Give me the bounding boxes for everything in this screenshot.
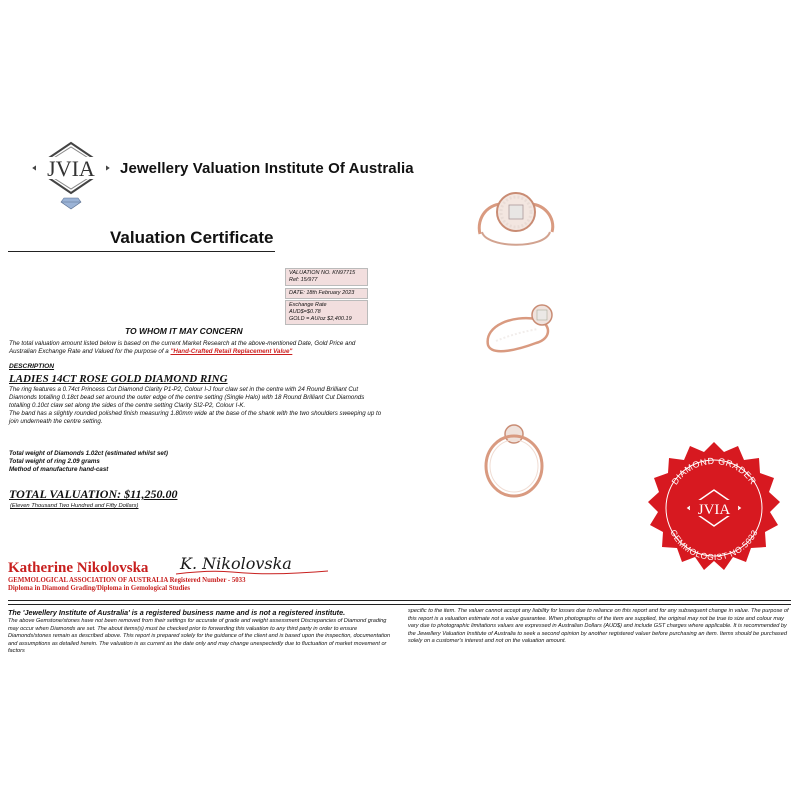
association: GEMMOLOGICAL ASSOCIATION OF AUSTRALIA Registered Number - 5033 xyxy=(8,577,246,584)
footer-disclaimer-left: The above Gemstone/stones have not been removed from their settings for accurate of grade and weight assessment Discrepancies of Diamond grading may occur when Diamonds are set. The about items(s) must be checked prior to forwarding this valuation to any third party in order to ensure Diamonds/stones remain as described above. This report is prepared solely for the guidance of the client and is based upon the inspection, documentation and assumptions as detailed herein. The valuation is as current as the date only and may change unexpectedly due to fluctuation of market movement or factors xyxy=(8,618,391,655)
description-paragraph: The band has a slightly rounded polished finish measuring 1.80mm wide at the base of the shank with the two shoulders sweeping up to join underneath the centre setting. xyxy=(9,410,382,425)
footer-rule-top xyxy=(8,600,791,601)
seal-top-text: DIAMOND GRADER xyxy=(669,455,759,487)
certificate-title: Valuation Certificate xyxy=(110,228,274,247)
signature-text: K. Nikolovska xyxy=(180,554,292,573)
weight-line: Method of manufacture hand-cast xyxy=(9,466,109,474)
ref-cell-date xyxy=(285,288,368,299)
ring-photo-side xyxy=(474,285,558,381)
footer-rule-bottom xyxy=(8,604,791,605)
grader-seal xyxy=(646,440,782,576)
aud-rate: AUD$=$0.78 xyxy=(289,309,321,315)
valuation-date: DATE: 18th February 2023 xyxy=(289,289,355,296)
to-whom-heading: TO WHOM IT MAY CONCERN xyxy=(125,326,243,336)
weights-list xyxy=(9,450,168,475)
logo-text: JVIA xyxy=(47,156,95,181)
jvia-logo xyxy=(30,140,112,210)
ring-photo-top xyxy=(474,168,558,264)
diploma: Diploma in Diamond Grading/Diploma in Gemological Studies xyxy=(8,585,191,593)
footer-disclaimer-title: The 'Jewellery Institute of Australia' is a registered business name and is not a registered institute. xyxy=(8,608,346,617)
ref-cell-valuation xyxy=(285,268,368,286)
total-in-words: (Eleven Thousand Two Hundred and Fifty Dollars) xyxy=(10,503,139,509)
ref-number: Ref: 15/977 xyxy=(289,277,318,283)
total-valuation: TOTAL VALUATION: $11,250.00 xyxy=(9,487,178,501)
weight-line: Total weight of ring 2.09 grams xyxy=(9,458,100,466)
intro-paragraph xyxy=(9,340,379,356)
description xyxy=(9,386,384,426)
valuation-number: VALUATION NO. KN97715 xyxy=(289,270,356,276)
intro-text: The total valuation amount listed below is based on the current Market Research at the above-mentioned Date, Gold Price and Australian Exchange Rate and Valued for the purpose of a xyxy=(9,340,356,355)
ring-photo-front xyxy=(474,402,558,498)
intro-highlight: "Hand-Crafted Retail Replacement Value" xyxy=(170,348,293,355)
footer-disclaimer-right: specific to the item. The valuer cannot accept any liability for losses due to reliance on this report and for any subsequent change in value. The purpose of this report is a valuation estimate not a value guarantee. When photographs of the item are supplied, the original may not be true to size and colour may vary due to photographic limitations values are expressed in Australian Dollars (AUD$) and include GST charges where applicable. It is recommended by the Jewellery Valuation Institute of Australia to seek a second opinion by another registered valuer before purchasing an item. Items should be purchased solely on a customer's interest and not on the valuation amount. xyxy=(408,608,789,645)
gold-rate: GOLD = AU/oz $2,400.19 xyxy=(289,316,352,322)
seal-logo-text: JVIA xyxy=(697,502,731,518)
title-rule xyxy=(8,251,275,252)
reference-box xyxy=(285,268,368,327)
item-title: LADIES 14CT ROSE GOLD DIAMOND RING xyxy=(9,373,228,385)
description-label: DESCRIPTION xyxy=(9,363,55,370)
valuer-credentials xyxy=(8,577,245,593)
valuer-name: Katherine Nikolovska xyxy=(8,560,149,576)
seal-bottom-text: GEMMOLOGIST NO.5033 xyxy=(668,527,760,563)
ref-cell-exchange xyxy=(285,300,368,325)
weight-line: Total weight of Diamonds 1.02ct (estimated whilst set) xyxy=(9,450,168,457)
exchange-label: Exchange Rate xyxy=(289,302,327,308)
diamond-icon xyxy=(61,198,81,209)
institute-name: Jewellery Valuation Institute Of Australia xyxy=(120,160,414,177)
description-paragraph: The ring features a 0.74ct Princess Cut Diamond Clarity P1-P2, Colour I-J four claw set in the centre with 24 Round Brilliant Cut Diamonds totalling 0.18ct bead set around the outer edge of the centre setting (Single Halo) with 18 Round Brilliant Cut Diamonds totalling 0.10ct claw set along the sides of the centre setting Clarity SI2-P2, Colour I-K. xyxy=(9,386,365,409)
